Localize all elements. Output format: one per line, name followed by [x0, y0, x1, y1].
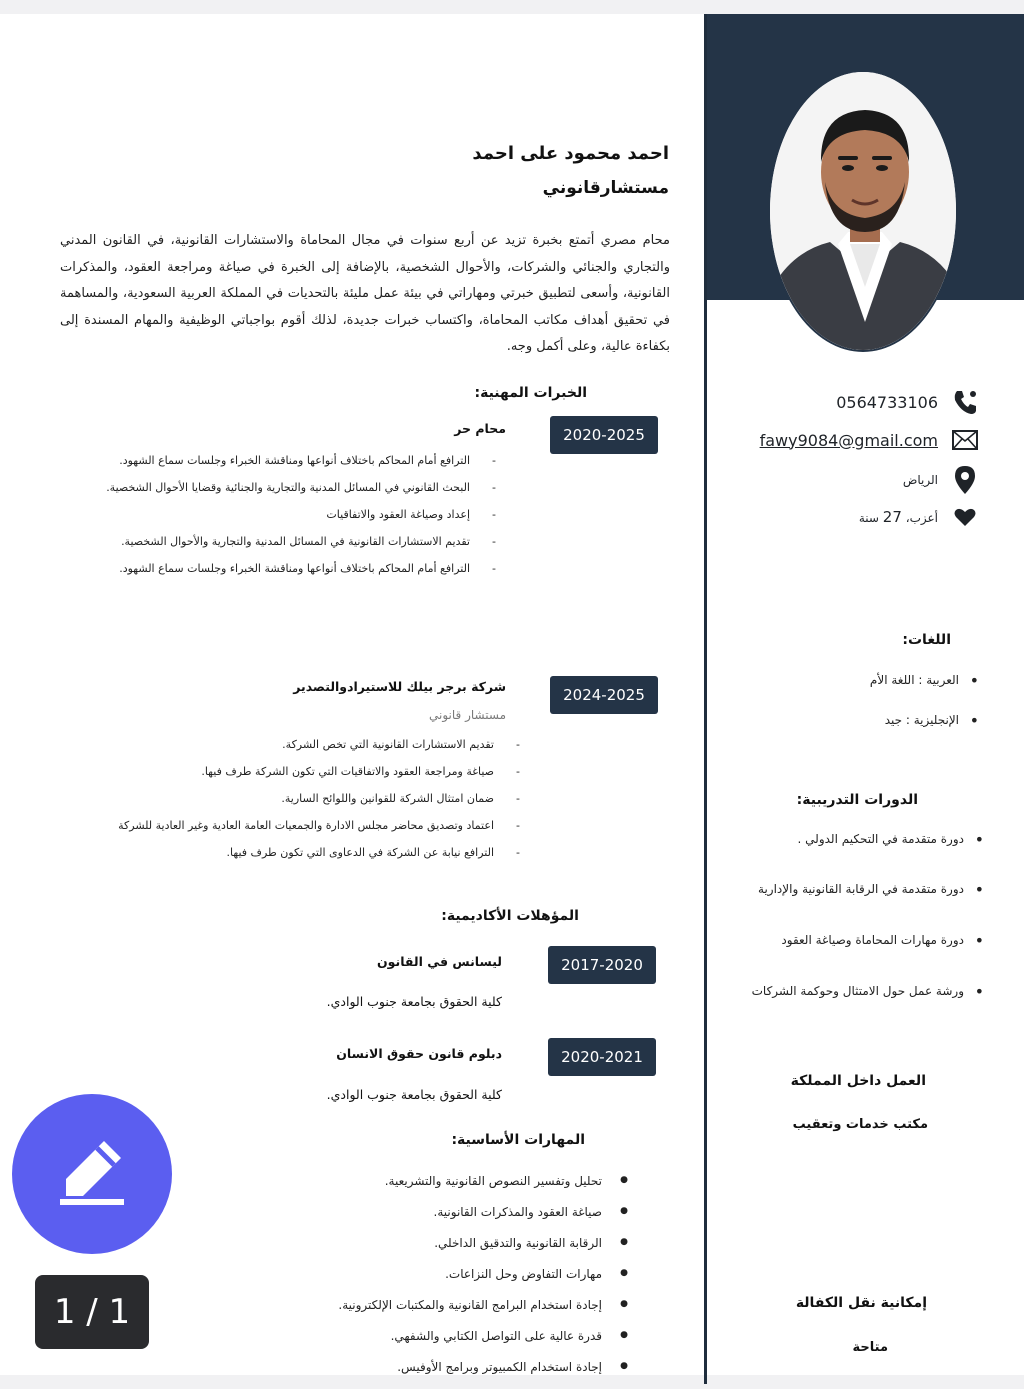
- work-inside-value: مكتب خدمات وتعقيب: [792, 1117, 928, 1132]
- courses-list: [752, 832, 984, 1035]
- contact-location: [730, 465, 980, 495]
- job-name: محام حر: [454, 421, 506, 436]
- skill-item: ● صياغة العقود والمذكرات القانونية.: [338, 1202, 632, 1233]
- location-pin-icon: [950, 465, 980, 495]
- course-item: • دورة مهارات المحاماة وصياغة العقود: [752, 933, 984, 984]
- edit-button[interactable]: [12, 1094, 172, 1254]
- course-item: • دورة متقدمة في الرقابة القانونية والإدارية: [752, 882, 984, 933]
- experience-title: الخبرات المهنية:: [474, 385, 587, 401]
- contact-status: [730, 502, 980, 532]
- viewer-top-bar: [0, 0, 1024, 14]
- skill-item: ● إجادة استخدام البرامج القانونية والمكتبات الإلكترونية.: [338, 1295, 632, 1326]
- education-degree: دبلوم قانون حقوق الانسان: [336, 1046, 502, 1061]
- profile-photo: [768, 70, 958, 352]
- skill-item: ● الرقابة القانونية والتدقيق الداخلي.: [338, 1233, 632, 1264]
- profile-summary: محام مصري أتمتع بخبرة تزيد عن أربع سنوات في مجال المحاماة والاستشارات القانونية، في القانون المدني والتجاري والجنائي والشركات، والأحوال الشخصية، بالإضافة إلى الخبرة في صياغة ومراجعة العقود، والمذكرات القانونية، وأسعى لتطبيق خبرتي ومهاراتي في بيئة عمل مليئة بالتحديات في المملكة العربية السعودية، والمساهمة في تحقيق أهداف مكاتب المحاماة، واكتساب خبرات جديدة، لذلك أقوم بواجباتي الوظيفية والمهام المسندة إلى بكفاءة عالية، وعلى أكمل وجه.: [60, 233, 670, 354]
- work-inside-title: العمل داخل المملكة: [790, 1073, 926, 1089]
- education-institution: كلية الحقوق بجامعة جنوب الوادي.: [326, 1087, 502, 1102]
- education-institution: كلية الحقوق بجامعة جنوب الوادي.: [326, 994, 502, 1009]
- phone-number[interactable]: 0564733106: [836, 392, 938, 412]
- duty-item: - الترافع نيابة عن الشركة في الدعاوى التي تكون طرف فيها.: [118, 843, 528, 870]
- job-period: 2024-2025: [550, 676, 658, 714]
- education-period: 2017-2020: [548, 946, 656, 984]
- skill-item: ● إجادة استخدام الكمبيوتر وبرامج الأوفيس.: [338, 1357, 632, 1388]
- languages-title: اللغات:: [902, 632, 951, 648]
- duty-item: - الترافع أمام المحاكم باختلاف أنواعها ومناقشة الخبراء وجلسات سماع الشهود.: [106, 451, 504, 478]
- job-duties-list: [118, 735, 528, 870]
- phone-icon: [950, 388, 980, 416]
- skill-item: ● قدرة عالية على التواصل الكتابي والشفهي.: [338, 1326, 632, 1357]
- job-period: 2020-2025: [550, 416, 658, 454]
- duty-item: - ضمان امتثال الشركة للقوانين واللوائح السارية.: [118, 789, 528, 816]
- education-period: 2020-2021: [548, 1038, 656, 1076]
- contact-phone[interactable]: [730, 387, 980, 417]
- sponsorship-title: إمكانية نقل الكفالة: [795, 1295, 927, 1311]
- skills-title: المهارات الأساسية:: [451, 1132, 585, 1148]
- duty-item: - تقديم الاستشارات القانونية التي تخص الشركة.: [118, 735, 528, 762]
- duty-item: - صياغة ومراجعة العقود والاتفاقيات التي تكون الشركة طرف فيها.: [118, 762, 528, 789]
- education-degree: ليسانس في القانون: [377, 954, 502, 969]
- course-item: • دورة متقدمة في التحكيم الدولي .: [752, 832, 984, 882]
- job-role: مستشار قانوني: [429, 708, 506, 722]
- contact-email[interactable]: [730, 425, 980, 455]
- job-name: شركة برجر بيلك للاستيرادوالتصدير: [293, 679, 506, 694]
- duty-item: - تقديم الاستشارات القانونية في المسائل المدنية والتجارية والأحوال الشخصية.: [106, 532, 504, 559]
- candidate-name: احمد محمود على احمد: [472, 143, 669, 164]
- duty-item: - الترافع أمام المحاكم باختلاف أنواعها ومناقشة الخبراء وجلسات سماع الشهود.: [106, 559, 504, 586]
- sponsorship-value: متاحة: [852, 1340, 888, 1355]
- duty-item: - البحث القانوني في المسائل المدنية والتجارية والجنائية وقضايا الأحوال الشخصية.: [106, 478, 504, 505]
- language-item: • العربية : اللغة الأم: [870, 673, 979, 713]
- page-counter: 1 / 1: [35, 1275, 149, 1349]
- pencil-icon: [57, 1137, 127, 1211]
- heart-icon: [950, 507, 980, 527]
- skill-item: ● مهارات التفاوض وحل النزاعات.: [338, 1264, 632, 1295]
- location-text: الرياض: [902, 473, 938, 487]
- course-item: • ورشة عمل حول الامتثال وحوكمة الشركات: [752, 984, 984, 1035]
- status-text: أعزب، 27 سنة: [858, 508, 938, 526]
- courses-title: الدورات التدريبية:: [796, 792, 918, 808]
- candidate-title: مستشارقانوني: [542, 178, 669, 198]
- duty-item: - اعتماد وتصديق محاضر مجلس الادارة والجمعيات العامة العادية وغير العادية للشركة: [118, 816, 528, 843]
- skill-item: ● تحليل وتفسير النصوص القانونية والتشريعية.: [338, 1171, 632, 1202]
- skills-list: [338, 1171, 632, 1388]
- duty-item: - إعداد وصياغة العقود والاتفاقيات: [106, 505, 504, 532]
- mail-icon: [950, 430, 980, 450]
- job-duties-list: [106, 451, 504, 586]
- languages-list: [870, 673, 979, 753]
- email-link[interactable]: fawy9084@gmail.com: [759, 430, 938, 450]
- education-title: المؤهلات الأكاديمية:: [441, 908, 579, 924]
- language-item: • الإنجليزية : جيد: [870, 713, 979, 753]
